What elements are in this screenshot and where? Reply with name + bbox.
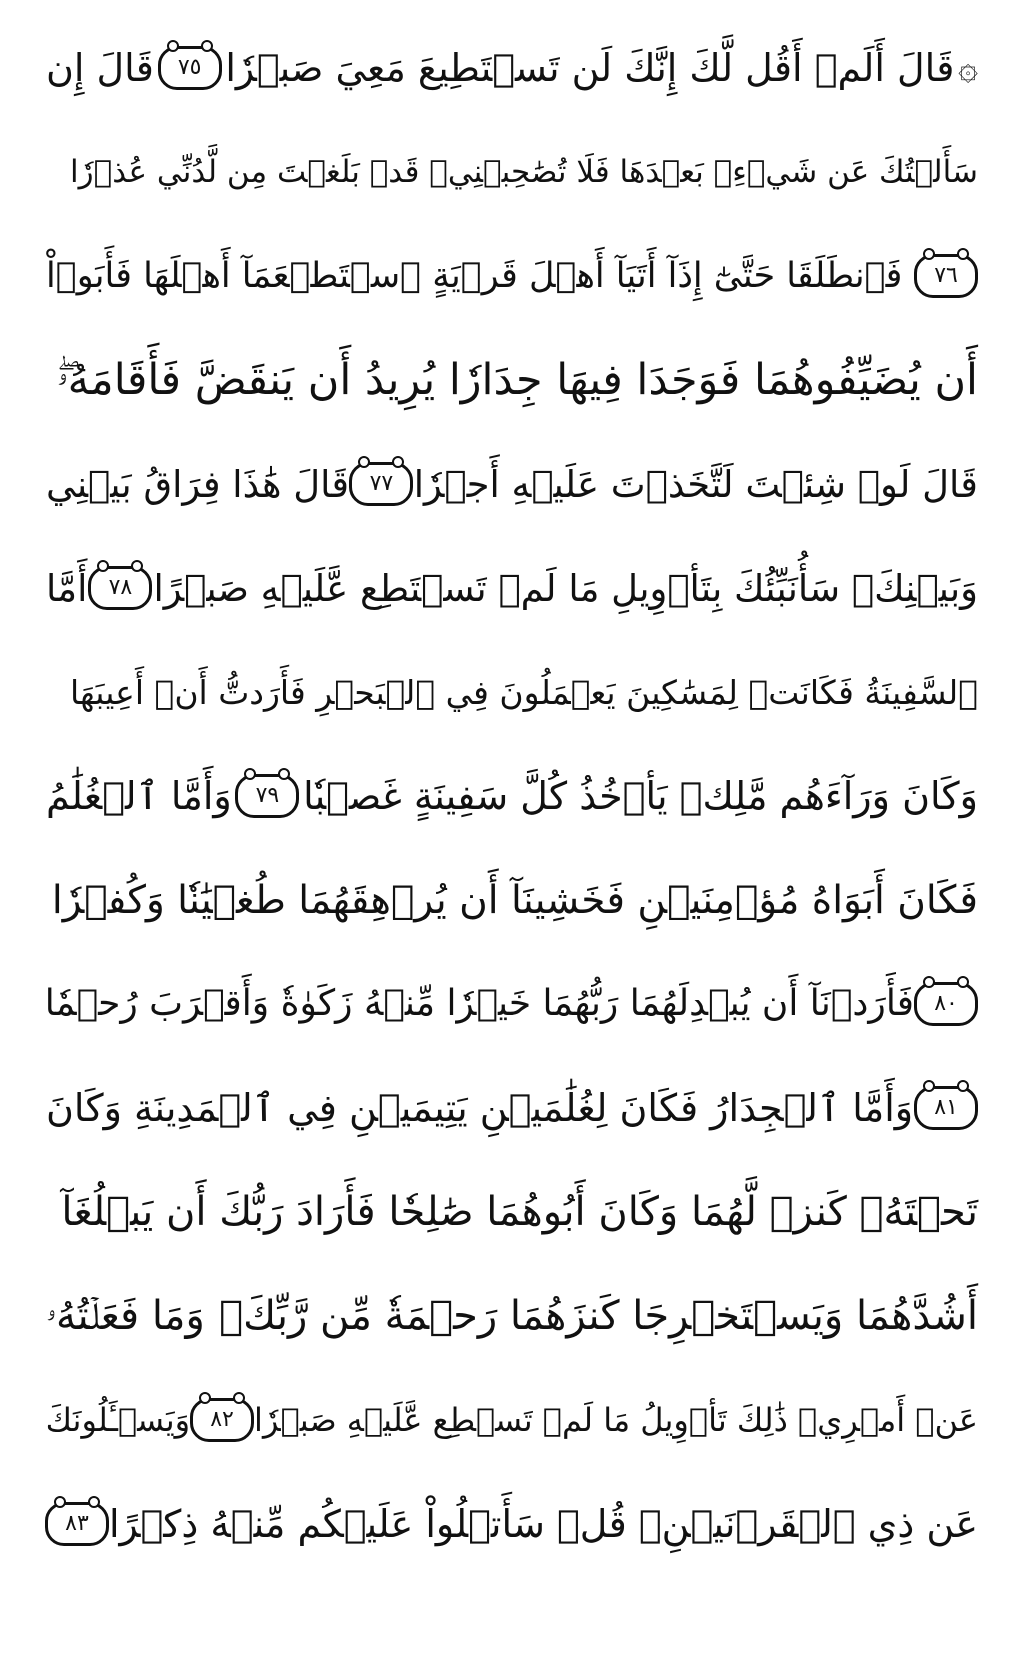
line-9-segment-a: فَكَانَ أَبَوَاهُ مُؤۡمِنَيۡنِ فَخَشِينَآ أَن يُرۡهِقَهُمَا طُغۡيَٰنٗا وَكُفۡرٗا	[51, 877, 978, 923]
verse-number-82: ٨٢	[190, 1398, 254, 1442]
line-5-segment-b: قَالَ هَٰذَا فِرَاقُ بَيۡنِي	[46, 462, 350, 506]
line-15-segment-a: عَن ذِي ٱلۡقَرۡنَيۡنِۖ قُلۡ سَأَتۡلُواْ عَلَيۡكُم مِّنۡهُ ذِكۡرًا	[108, 1502, 978, 1546]
line-8-segment-a: وَكَانَ وَرَآءَهُم مَّلِكٞ يَأۡخُذُ كُلَّ سَفِينَةٍ غَصۡبٗا	[303, 774, 978, 818]
line-14-segment-b: وَيَسۡـَٔلُونَكَ	[45, 1401, 191, 1439]
line-8-segment-b: وَأَمَّا ٱلۡغُلَٰمُ	[46, 774, 232, 818]
line-2-segment-a: سَأَلۡتُكَ عَن شَيۡءِۭ بَعۡدَهَا فَلَا تُصَٰحِبۡنِيۖ قَدۡ بَلَغۡتَ مِن لَّدُنِّي عُذۡرٗا	[70, 153, 978, 190]
verse-number-78: ٧٨	[88, 566, 152, 610]
line-1-segment-a: قَالَ أَلَمۡ أَقُل لَّكَ إِنَّكَ لَن تَسۡتَطِيعَ مَعِيَ صَبۡرٗا	[225, 46, 955, 90]
line-1-segment-b: قَالَ إِن	[46, 46, 154, 90]
text-line-4	[46, 334, 978, 426]
line-4-segment-a: أَن يُضَيِّفُوهُمَا فَوَجَدَا فِيهَا جِدَارٗا يُرِيدُ أَن يَنقَضَّ فَأَقَامَهُۥۖ	[56, 354, 978, 405]
text-line-8	[46, 750, 978, 842]
verse-number-83: ٨٣	[45, 1502, 109, 1546]
line-12-segment-a: تَحۡتَهُۥ كَنزٞ لَّهُمَا وَكَانَ أَبُوهُمَا صَٰلِحٗا فَأَرَادَ رَبُّكَ أَن يَبۡلُغَآ	[61, 1189, 978, 1235]
text-line-13	[46, 1270, 978, 1362]
text-line-6	[46, 542, 978, 634]
line-13-segment-a: أَشُدَّهُمَا وَيَسۡتَخۡرِجَا كَنزَهُمَا رَحۡمَةٗ مِّن رَّبِّكَۚ	[219, 1293, 978, 1339]
line-13-segment-b: وَمَا فَعَلۡتُهُۥ	[46, 1293, 205, 1339]
text-line-2	[46, 126, 978, 218]
line-14-segment-a: عَنۡ أَمۡرِيۚ ذَٰلِكَ تَأۡوِيلُ مَا لَمۡ تَسۡطِع عَّلَيۡهِ صَبۡرٗا	[254, 1401, 978, 1439]
verse-number-80: ٨٠	[914, 982, 978, 1026]
verse-number-75: ٧٥	[158, 46, 222, 90]
text-line-7	[46, 646, 978, 738]
text-line-15	[46, 1478, 978, 1570]
text-line-1	[46, 22, 978, 114]
verse-number-77: ٧٧	[349, 462, 413, 506]
verse-number-79: ٧٩	[235, 774, 299, 818]
line-6-segment-b: أَمَّا	[46, 566, 88, 610]
verse-number-81: ٨١	[914, 1086, 978, 1130]
text-line-11	[46, 1062, 978, 1154]
line-5-segment-a: قَالَ لَوۡ شِئۡتَ لَتَّخَذۡتَ عَلَيۡهِ أَجۡرٗا	[413, 462, 978, 506]
line-10-segment-a: فَأَرَدۡنَآ أَن يُبۡدِلَهُمَا رَبُّهُمَا خَيۡرٗا مِّنۡهُ زَكَوٰةٗ وَأَقۡرَبَ رُحۡمٗا	[44, 983, 914, 1024]
text-line-9	[46, 854, 978, 946]
line-11-segment-a: وَأَمَّا ٱلۡجِدَارُ فَكَانَ لِغُلَٰمَيۡنِ يَتِيمَيۡنِ فِي ٱلۡمَدِينَةِ وَكَانَ	[46, 1086, 914, 1130]
text-line-14	[46, 1374, 978, 1466]
line-6-segment-a: وَبَيۡنِكَۚ سَأُنَبِّئُكَ بِتَأۡوِيلِ مَا لَمۡ تَسۡتَطِع عَّلَيۡهِ صَبۡرًا	[153, 566, 978, 610]
line-7-segment-a: ٱلسَّفِينَةُ فَكَانَتۡ لِمَسَٰكِينَ يَعۡمَلُونَ فِي ٱلۡبَحۡرِ فَأَرَدتُّ أَنۡ أَعِيبَهَا	[69, 672, 978, 712]
text-line-12	[46, 1166, 978, 1258]
line-3-segment-a: فَٱنطَلَقَا حَتَّىٰٓ إِذَآ أَتَيَآ أَهۡلَ قَرۡيَةٍ ٱسۡتَطۡعَمَآ أَهۡلَهَا فَأَبَوۡاْ	[46, 255, 903, 296]
text-line-5	[46, 438, 978, 530]
verse-number-76: ٧٦	[914, 254, 978, 298]
text-line-3	[46, 230, 978, 322]
text-line-10	[46, 958, 978, 1050]
hizb-icon: ۞	[958, 48, 978, 88]
